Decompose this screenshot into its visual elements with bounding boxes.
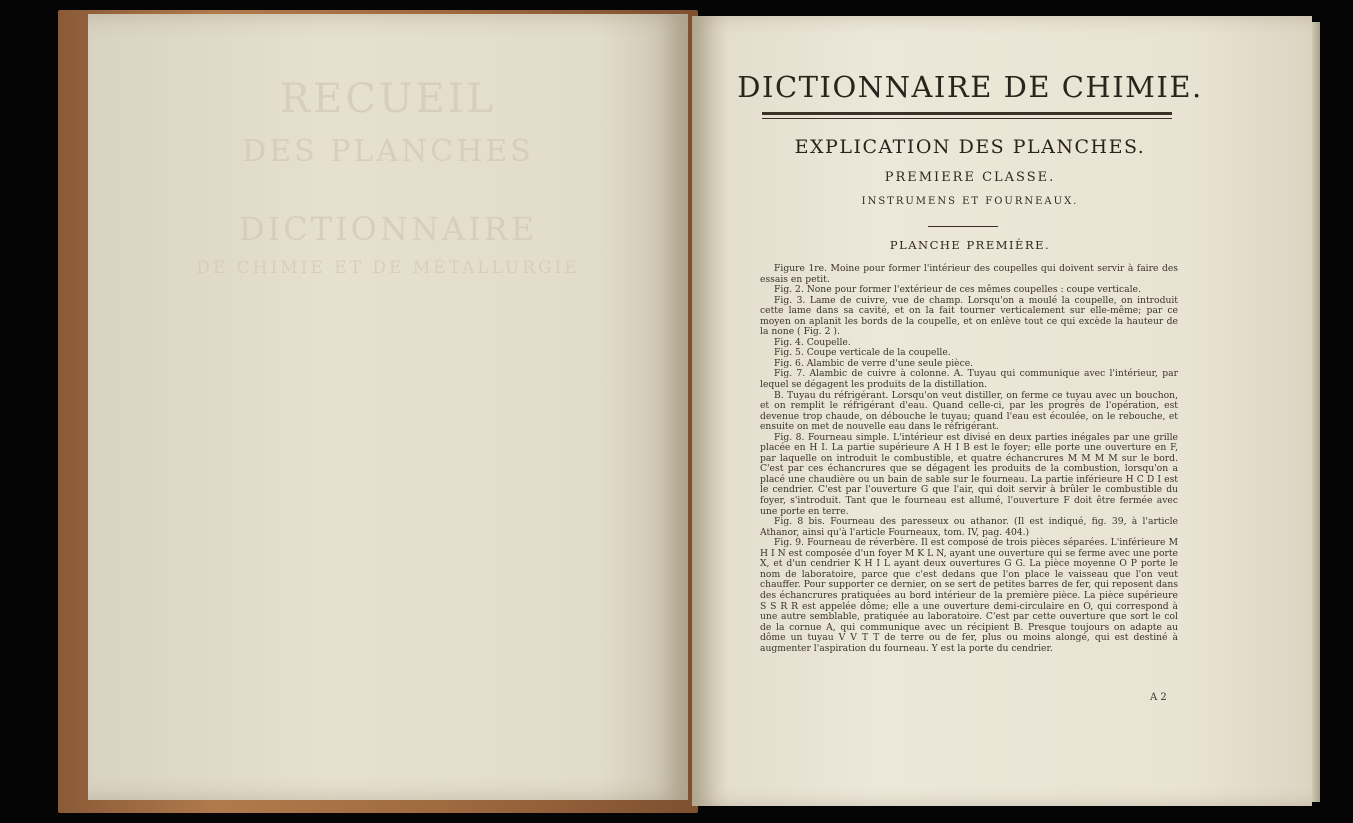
page-signature: A 2	[1150, 692, 1167, 703]
running-title: DICTIONNAIRE DE CHIMIE.	[737, 70, 1203, 104]
left-page	[88, 14, 688, 800]
paragraph: Figure 1re. Moine pour former l'intérieur des coupelles qui doivent servir à faire des essais en petit.	[760, 263, 1178, 285]
paragraph: Fig. 9. Fourneau de réverbère. Il est composé de trois pièces séparées. L'inférieure M H I N est composée d'un foyer M K L N, ayant une ouverture qui se ferme avec une porte X, et d'un cendrier K H I L ayant deux ouvertures G G. La pièce moyenne O P porte le nom de laboratoire, parce que c'est dedans que l'on place le vaisseau que l'on veut chauffer. Pour supporter ce dernier, on se sert de petites barres de fer, qui reposent dans des échancrures pratiquées au bord intérieur de la première pièce. La pièce supérieure S S R R est appelée dôme; elle a une ouverture demi-circulaire en O, qui correspond à une autre semblable, pratiquée au laboratoire. C'est par cette ouverture que sort le col de la cornue A, qui communique avec un récipient B. Presque toujours on adapte au dôme un tuyau V V T T de terre ou de fer, plus ou moins alongé, qui est destiné à augmenter l'aspiration du fourneau. Y est la porte du cendrier.	[760, 537, 1178, 654]
plate-title: PLANCHE PREMIÈRE.	[889, 238, 1051, 252]
paragraph: Fig. 6. Alambic de verre d'une seule pièce.	[774, 357, 974, 369]
subclass-title: INSTRUMENS ET FOURNEAUX.	[861, 196, 1079, 207]
paragraph: B. Tuyau du réfrigérant. Lorsqu'on veut distiller, on ferme ce tuyau avec un bouchon, et on remplit le réfrigérant d'eau. Quand celle-ci, par les progrès de l'opération, est devenue trop chaude, on débouche le tuyau; quand l'eau est écoulée, on le rebouche, et ensuite on met de nouvelle eau dans le réfrigérant.	[760, 389, 1178, 433]
body-text	[760, 264, 1178, 654]
ghost-line-2: DES PLANCHES	[242, 134, 534, 169]
ghost-line-3: DICTIONNAIRE	[238, 210, 538, 248]
paragraph: Fig. 5. Coupe verticale de la coupelle.	[774, 347, 951, 359]
header-rule-thin	[762, 118, 1172, 119]
section-title: EXPLICATION DES PLANCHES.	[794, 136, 1146, 158]
ghost-line-4: DE CHIMIE ET DE MÉTALLURGIE	[196, 258, 580, 278]
paragraph: Fig. 7. Alambic de cuivre à colonne. A. Tuyau qui communique avec l'intérieur, par lequel se dégagent les produits de la distillation.	[760, 368, 1178, 391]
paragraph: Fig. 4. Coupelle.	[774, 336, 851, 348]
paragraph: Fig. 8. Fourneau simple. L'intérieur est divisé en deux parties inégales par une grille placée en H I. La partie supérieure A H I B est le foyer; elle porte une ouverture en F, par laquelle on introduit le combustible, et quatre échancrures M M M M sur le bord. C'est par ces échancrures que se dégagent les produits de la combustion, lorsqu'on a placé une chaudière ou un bain de sable sur le fourneau. La partie inférieure H C D I est le cendrier. C'est par l'ouverture G que l'air, qui doit servir à brûler le combustible du foyer, s'introduit. Tant que le fourneau est allumé, l'ouverture F doit être fermée avec une porte en terre.	[760, 431, 1178, 517]
class-title: PREMIERE CLASSE.	[884, 170, 1056, 185]
ghost-line-1: RECUEIL	[279, 76, 497, 122]
paragraph: Fig. 3. Lame de cuivre, vue de champ. Lorsqu'on a moulé la coupelle, on introduit cette lame dans sa cavité, et on la fait tourner verticalement sur elle-même; par ce moyen on aplanit les bords de la coupelle, et on enlève tout ce qui excède la hauteur de la none ( Fig. 2 ).	[760, 294, 1178, 338]
section-divider	[928, 226, 998, 227]
paragraph: Fig. 2. None pour former l'extérieur de ces mêmes coupelles : coupe verticale.	[774, 284, 1141, 296]
header-rule-thick	[762, 112, 1172, 115]
paragraph: Fig. 8 bis. Fourneau des paresseux ou athanor. (Il est indiqué, fig. 39, à l'article Athanor, ainsi qu'à l'article Fourneaux, tom. IV, pag. 404.)	[760, 516, 1178, 538]
page-edge	[1312, 22, 1320, 802]
